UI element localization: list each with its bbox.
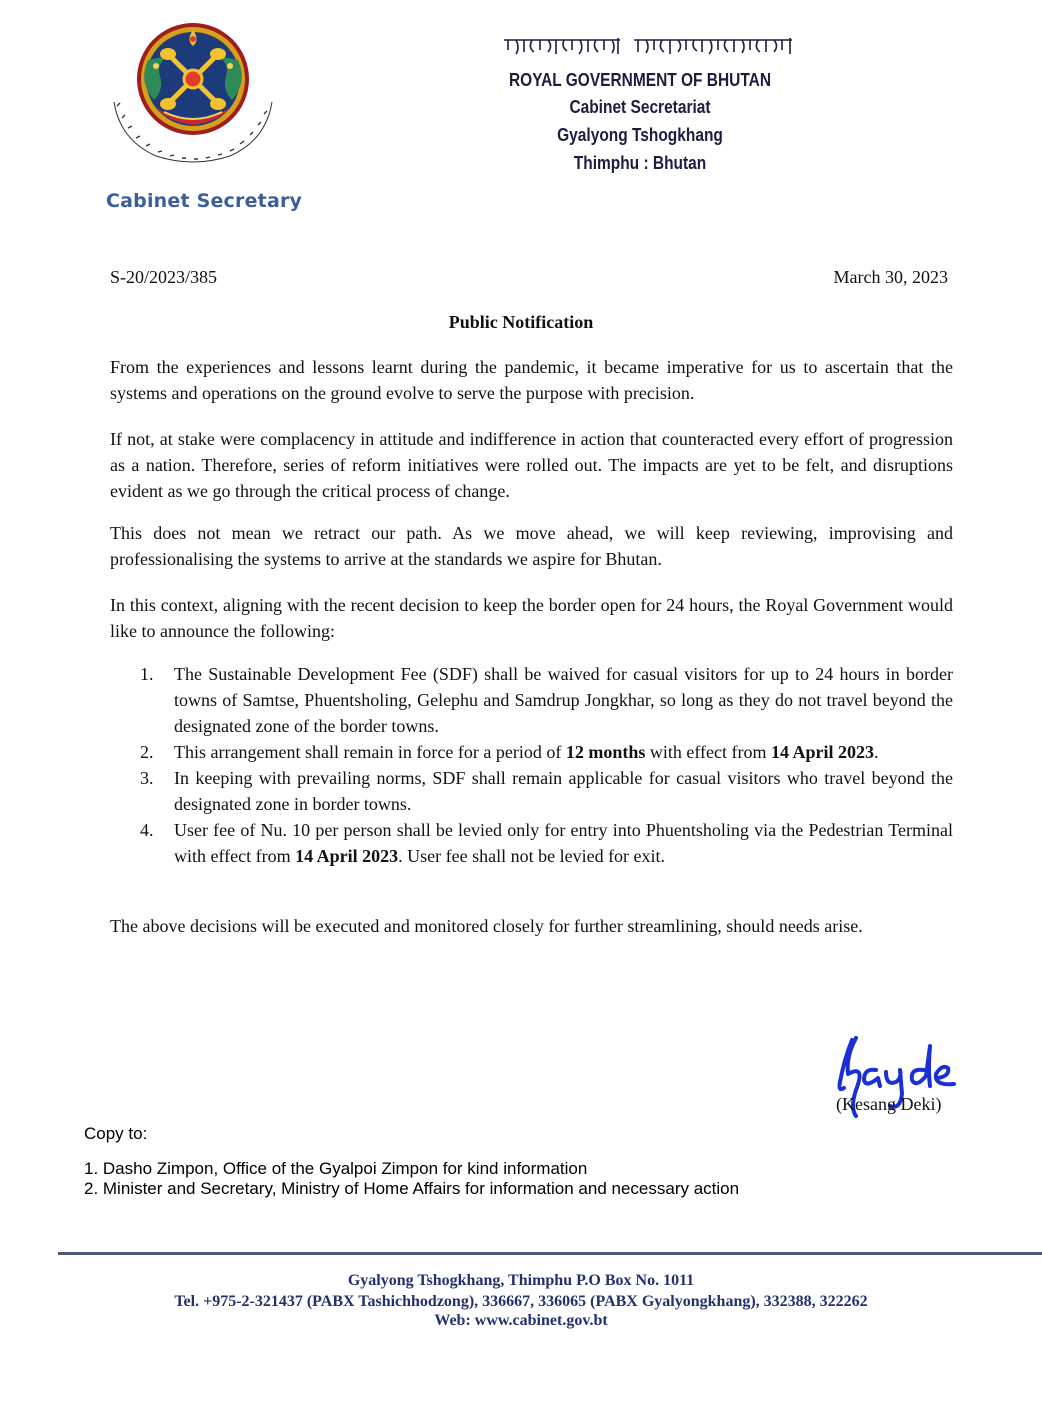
paragraph-2: If not, at stake were complacency in attitude and indifference in action that counteracted every effort of progression as a nation. Therefore, series of reform initiatives were rolled out. The impacts are yet to be felt, and disruptions evident as we go through the critical process of change. bbox=[110, 429, 953, 501]
decision-list bbox=[110, 661, 953, 869]
footer-address: Gyalyong Tshogkhang, Thimphu P.O Box No. 1011 bbox=[347, 1272, 695, 1289]
list-item-emphasis: 12 months bbox=[565, 742, 646, 762]
royal-emblem-logo bbox=[108, 22, 278, 172]
list-item: 2. Minister and Secretary, Ministry of Home Affairs for information and necessary action bbox=[84, 1179, 740, 1198]
list-item-number: 2. bbox=[140, 742, 154, 762]
list-item: 1. Dasho Zimpon, Office of the Gyalpoi Zimpon for kind information bbox=[84, 1159, 588, 1178]
letterhead-line-building: Gyalyong Tshogkhang bbox=[557, 125, 723, 145]
dzongkha-title-script bbox=[502, 34, 794, 58]
list-item-text: This arrangement shall remain in force for a period of bbox=[174, 742, 566, 762]
list-item-number: 3. bbox=[140, 768, 154, 788]
footer-phones: Tel. +975-2-321437 (PABX Tashichhodzong), 336667, 336065 (PABX Gyalyongkhang), 332388, 322262 bbox=[174, 1293, 868, 1310]
letterhead-line-secretariat: Cabinet Secretariat bbox=[569, 97, 711, 117]
reference-number: S-20/2023/385 bbox=[110, 267, 218, 287]
list-item bbox=[110, 739, 953, 765]
document-title: Public Notification bbox=[448, 312, 594, 332]
copy-to-label: Copy to: bbox=[84, 1124, 148, 1143]
list-item-text: In keeping with prevailing norms, SDF shall remain applicable for casual visitors who travel beyond the designated zone in border towns. bbox=[174, 768, 953, 814]
paragraph-3: This does not mean we retract our path. As we move ahead, we will keep reviewing, improvising and professionalising the systems to arrive at the standards we aspire for Bhutan. bbox=[110, 523, 953, 569]
paragraph-1: From the experiences and lessons learnt during the pandemic, it became imperative for us to ascertain that the systems and operations on the ground evolve to serve the purpose with precision. bbox=[110, 357, 953, 403]
list-item-text: User fee of Nu. 10 per person shall be levied only for entry into Phuentsholing via the Pedestrian Terminal with effect from bbox=[174, 820, 953, 866]
list-item bbox=[110, 765, 953, 817]
copy-to-list bbox=[84, 1159, 739, 1199]
letterhead-line-government: ROYAL GOVERNMENT OF BHUTAN bbox=[508, 70, 772, 90]
list-item bbox=[110, 661, 953, 739]
list-item-text: . User fee shall not be levied for exit. bbox=[398, 846, 666, 866]
list-item-emphasis: 14 April 2023 bbox=[295, 846, 399, 866]
letterhead-line-city: Thimphu : Bhutan bbox=[573, 153, 707, 173]
paragraph-4: In this context, aligning with the recent decision to keep the border open for 24 hours, the Royal Government would like to announce the following: bbox=[110, 595, 953, 641]
list-item-number: 4. bbox=[140, 820, 154, 840]
document-date: March 30, 2023 bbox=[833, 267, 948, 287]
footer-web: Web: www.cabinet.gov.bt bbox=[434, 1312, 608, 1329]
closing-statement: The above decisions will be executed and monitored closely for further streamlining, should needs arise. bbox=[110, 916, 863, 936]
letterhead-caption: Cabinet Secretary bbox=[106, 190, 303, 212]
list-item-text: The Sustainable Development Fee (SDF) shall be waived for casual visitors for up to 24 hours in border towns of Samtse, Phuentsholing, Gelephu and Samdrup Jongkhar, so long as they do not travel beyond the designated zone of the border towns. bbox=[174, 664, 953, 736]
signatory-name: (Kesang Deki) bbox=[836, 1094, 942, 1114]
footer-divider bbox=[58, 1252, 1042, 1255]
list-item-text: . bbox=[874, 742, 879, 762]
list-item bbox=[110, 817, 953, 869]
list-item-emphasis: 14 April 2023 bbox=[770, 742, 874, 762]
list-item-text: with effect from bbox=[645, 742, 771, 762]
list-item-number: 1. bbox=[140, 664, 154, 684]
